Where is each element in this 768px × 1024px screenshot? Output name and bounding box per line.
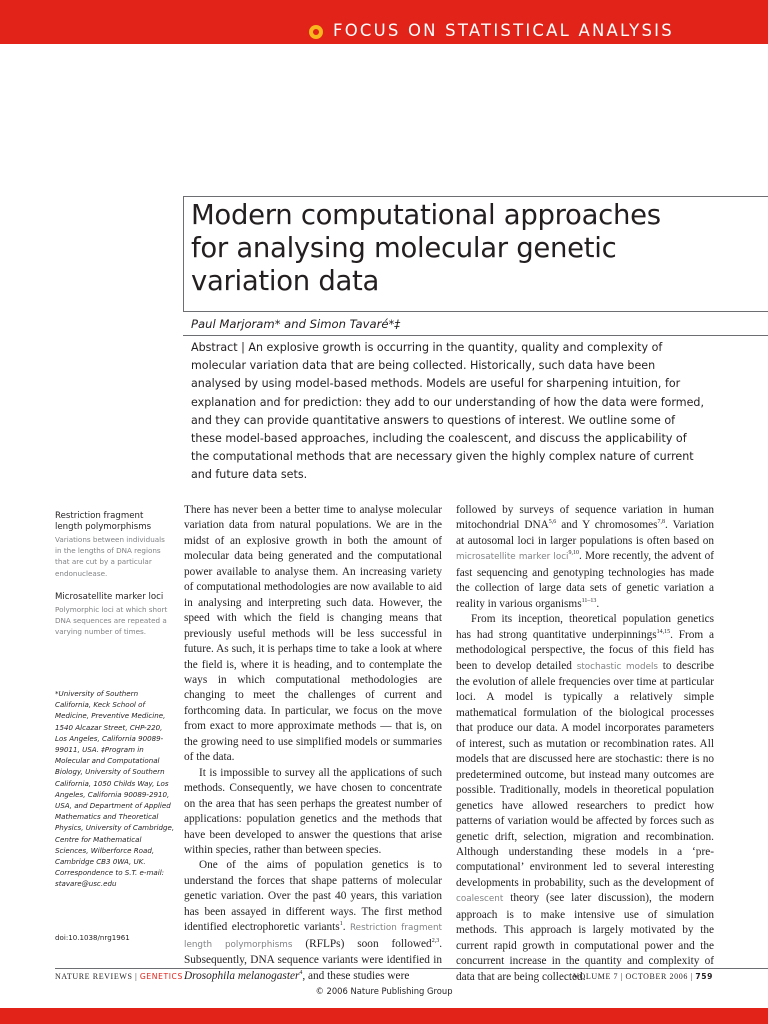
citation: 4 [299, 969, 303, 976]
abstract: Abstract | An explosive growth is occurring in the quantity, quality and complexity of molecular variation data that are being collected. Historically, such data have been analysed by using model-based methods. Models are useful for sharpening intuition, for explanation and for prediction: they add to our understanding of how the data were formed, and they can provide quantitative answers to questions of interest. We outline some of these model-based approaches, including the coalescent, and discuss the applicability of the computational methods that are necessary given the highly complex nature of current and future data sets. [191, 341, 704, 482]
text-run: theory (see later discussion), the modern approach is to make intensive use of simulation methods. This approach is largely motivated by the current rapid growth in computational power and the concurrent increase in the quantity and complexity of data that are being collected. [456, 892, 714, 983]
target-icon [309, 25, 323, 39]
text-run: One of the aims of population genetics is to understand the forces that shape patterns of molecular genetic variation. Over the past 40 years, this variation has been assayed in different ways. The first method identified electrophoretic variants [184, 859, 442, 934]
glossary-link[interactable]: coalescent [456, 894, 504, 905]
glossary-definition: Polymorphic loci at which short DNA sequences are repeated a varying number of times. [55, 605, 168, 637]
text-run: . More recently, the advent of fast sequencing and genotyping technologies has made the collection of large data sets of genetic variation a reality in various organisms [456, 550, 714, 610]
citation: 7,8 [657, 519, 666, 526]
journal-prefix: NATURE REVIEWS [55, 972, 133, 981]
body-column-2 [456, 503, 714, 985]
affiliations: *University of Southern California, Keck School of Medicine, Preventive Medicine, 1540 Alcazar Street, CHP-220, Los Angeles, California 90089-99011, USA. ‡Program in Molecular and Computational Biology, University of Southern California, 1050 Childs Way, Los Angeles, California 90089-2910, USA, and Department of Applied Mathematics and Theoretical Physics, University of Cambridge, Centre for Mathematical Sciences, Wilberforce Road, Cambridge CB3 0WA, UK. Correspondence to S.T. e-mail: stavare@usc.edu [55, 689, 175, 889]
species-name: Drosophila melanogaster [184, 969, 300, 982]
page-number: 759 [695, 972, 713, 981]
text-run: . Variation at autosomal loci in larger populations is often based on [456, 519, 715, 547]
doi: doi:10.1038/nrg1961 [55, 933, 130, 942]
authors-rule-top [183, 311, 768, 312]
text-run: and Y chromosomes [561, 519, 658, 532]
glossary-link[interactable]: microsatellite marker loci [456, 552, 569, 563]
title-line: Modern computational approaches [191, 199, 661, 231]
citation: 2,3 [431, 937, 440, 944]
title-line: variation data [191, 265, 380, 297]
glossary-link[interactable]: stochastic models [576, 661, 659, 672]
title-rule-vertical [183, 196, 184, 312]
citation: 1 [339, 921, 343, 928]
text-run: From its inception, theoretical population genetics has had strong quantitative underpinnings [456, 613, 714, 641]
footer-rule [55, 968, 768, 969]
text-run: to describe the evolution of allele frequencies over time at particular loci. A model is typically a relatively simple mathematical formulation of the biological processes that produce our data. A model incorporates parameters of interest, such as mutation or recombination rates. All models that are discussed here are stochastic: there is no predetermined outcome, but instead many outcomes are possible. Traditionally, models in theoretical population genetics have allowed researchers to predict how patterns of variation would be affected by forces such as genetic drift, selection, migration and recombination. Although understanding these models in a ‘pre-computational’ environment led to several interesting developments in probability, such as the development of [456, 659, 714, 889]
body-paragraph [456, 612, 714, 985]
glossary-term: Microsatellite marker loci [55, 592, 164, 602]
text-run: followed by surveys of sequence variation in human mitochondrial DNA [456, 504, 714, 532]
body-column-1 [184, 503, 442, 984]
text-run: (RFLPs) soon followed [305, 937, 432, 950]
glossary-definition: Variations between individuals in the lengths of DNA regions that are cut by a particular endonuclease. [55, 535, 165, 578]
text-run: , and these studies were [302, 969, 410, 982]
body-paragraph: It is impossible to survey all the applications of such methods. Consequently, we have chosen to concentrate on the area that has seen perhaps the greatest number of applications: population genetics and the methods that have been developed to answer the questions that arise within species, rather than between species. [184, 766, 442, 856]
glossary-entry [55, 592, 175, 638]
title-rule-top [183, 196, 768, 197]
bottom-red-band [0, 1008, 768, 1024]
authors: Paul Marjoram* and Simon Tavaré*‡ [191, 317, 401, 331]
journal-section: GENETICS [139, 972, 183, 981]
issue-info [573, 972, 713, 981]
focus-banner [0, 0, 768, 44]
text-run: . From a methodological perspective, the focus of this field has been to develop detailed [456, 628, 714, 672]
glossary-link[interactable]: Restriction fragment length polymorphisms [184, 923, 442, 950]
citation: 5,6 [548, 519, 557, 526]
citation: 9,10 [568, 550, 579, 557]
glossary-term: Restriction fragment length polymorphisms [55, 511, 152, 532]
body-paragraph: followed by surveys of sequence variation in human mitochondrial DNA$^{5,6}$ and Y chromosomes$^{7,8}$. Variation at autosomal loci in larger populations is often based on microsatellite marker loci$^{9,10}$. More recently, the advent of fast sequencing and genotyping technologies has made the collection of large data sets of genetic variation a reality in various organisms$^{11-13}$. [456, 504, 715, 610]
copyright: © 2006 Nature Publishing Group [315, 986, 453, 996]
volume-date: VOLUME 7 | OCTOBER 2006 | [573, 972, 693, 981]
text-run: Subsequently, DNA sequence variants were identified in [184, 954, 442, 967]
journal-name: NATURE REVIEWS | GENETICS [55, 972, 183, 981]
glossary-entry [55, 511, 171, 579]
body-paragraph: One of the aims of population genetics is to understand the forces that shape patterns of molecular genetic variation. Over the past 40 years, this variation has been assayed in different ways. The first method identified electrophoretic variants$^1$. Restriction fragment length polymorphisms (RFLPs) soon followed$^{2,3}$. Subsequently, DNA sequence variants were identified in Drosophila melanogaster$^4$, and these studies were [184, 859, 443, 982]
citation: 14,15 [656, 628, 671, 635]
article-title [191, 199, 751, 298]
body-paragraph: There has never been a better time to analyse molecular variation data from natural populations. We are in the midst of an explosive growth in both the amount of molecular data being generated and the computational power available to analyse them. An increasing variety of computational methodologies are now available to aid in analysing and interpreting such data. However, the speed with which the field is changing means that previously useful methods will be less successful in future. As such, it is perhaps time to take a look at where the field is, where it is heading, and to contemplate the ways in which computational methodologies are changing to meet the challenges of current and forthcoming data. In particular, we focus on the move from exact to more approximate methods — that is, on the growing need to use simplified models or summaries of the data. [184, 504, 442, 764]
title-line: for analysing molecular genetic [191, 232, 617, 264]
authors-rule-bottom [183, 335, 768, 336]
citation: 11–13 [581, 597, 597, 604]
banner-text: FOCUS ON STATISTICAL ANALYSIS [333, 21, 674, 40]
